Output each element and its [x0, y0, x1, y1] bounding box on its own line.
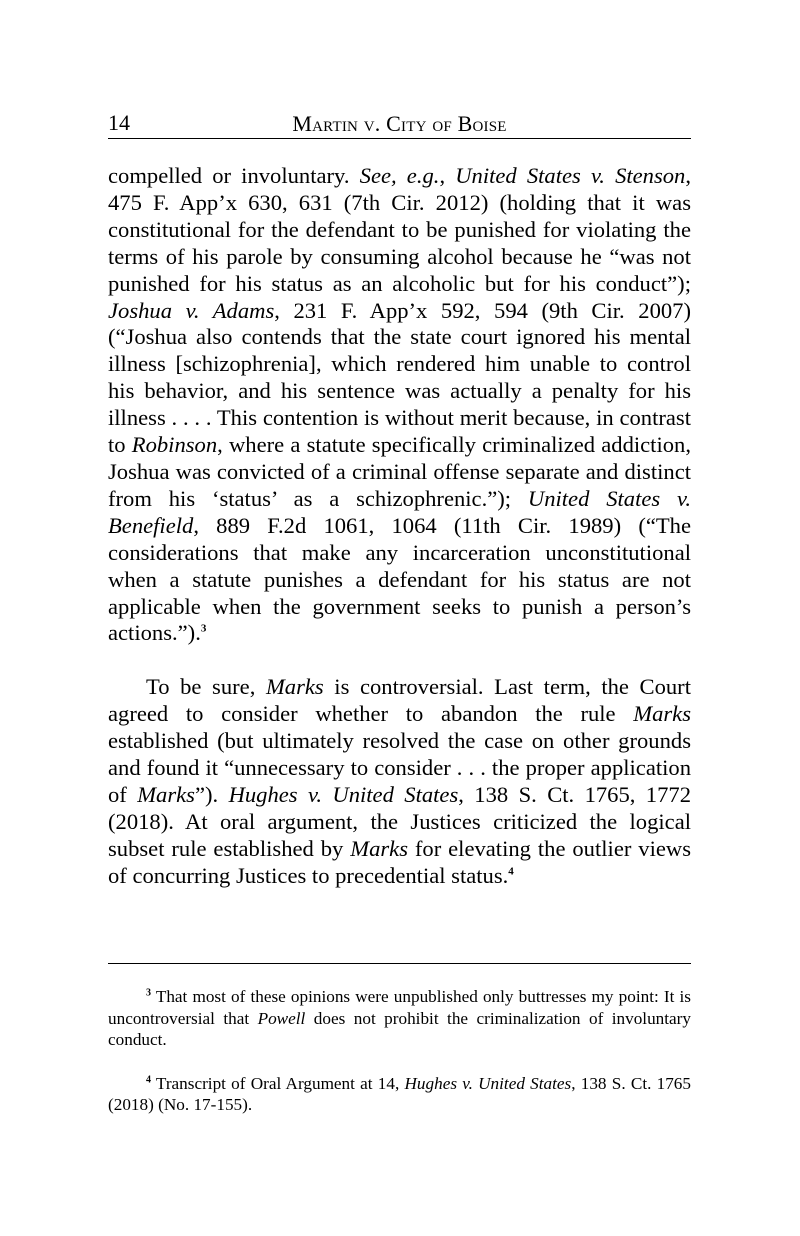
signal-see-eg: See, e.g. [359, 163, 440, 188]
case-name: United States v. Benefield [108, 485, 691, 538]
text-run: compelled or involuntary. [108, 163, 360, 188]
page-number: 14 [108, 110, 130, 135]
text-run: That most of these opinions were unpublished only buttresses my point: It is uncontroversial that [108, 987, 691, 1028]
text-run: , 475 F. App’x 630, 631 (7th Cir. 2012) (holding that it was constitutional for the defendant to be punished for violating the terms of his parole by consuming alcohol because he “was not punished for his status as an alcoholic but for his conduct”); [108, 163, 692, 296]
case-name: Robinson [131, 432, 218, 458]
page-header [108, 108, 691, 139]
text-run: To be sure, [146, 674, 266, 700]
case-name: United States v. Stenson [455, 163, 686, 188]
text-run: , [439, 163, 456, 188]
text-run: does not prohibit the criminalization of involuntary conduct. [108, 1008, 691, 1049]
text-run: , 138 S. Ct. 1765, 1772 (2018). At oral argument, the Justices criticized the logical subset rule established by [108, 781, 691, 861]
footnote-number: 4 [146, 1073, 151, 1085]
text-run: Transcript of Oral Argument at 14, [151, 1073, 405, 1093]
footnote-4 [108, 1073, 691, 1116]
footnote-reference-4[interactable]: 4 [508, 865, 514, 878]
case-name: Powell [257, 1008, 306, 1028]
text-run: for elevating the outlier views of concurring Justices to precedential status. [108, 835, 691, 888]
body-text [108, 163, 691, 890]
case-name: Marks [137, 781, 195, 807]
case-name: Hughes v. United States [404, 1073, 572, 1093]
text-run: , where a statute specifically criminalized addiction, Joshua was convicted of a criminal offense separate and distinct from his ‘status’ as a schizophrenic.”); [108, 432, 691, 511]
paragraph-2 [108, 674, 691, 889]
text-run: , 889 F.2d 1061, 1064 (11th Cir. 1989) (“The considerations that make any incarceration unconstitutional when a statute punishes a defendant for his status are not applicable when the government seeks to punish a person’s actions.”). [108, 512, 691, 646]
paragraph-1 [108, 163, 691, 647]
case-name: Joshua v. Adams [108, 297, 275, 323]
case-name: Marks [350, 835, 408, 861]
opinion-page [108, 108, 692, 1114]
text-run: , 138 S. Ct. 1765 (2018) (No. 17-155). [108, 1073, 691, 1114]
case-name: Marks [633, 701, 691, 727]
text-run: established (but ultimately resolved the case on other grounds and found it “unnecessary to consider . . . the proper application of [108, 728, 691, 807]
case-name: Marks [265, 674, 324, 700]
case-name: Hughes v. United States [228, 781, 459, 807]
footnote-3 [108, 986, 691, 1051]
running-title: Martin v. City of Boise [292, 111, 507, 136]
text-run: is controversial. Last term, the Court agreed to consider whether to abandon the rule [108, 674, 691, 727]
text-run: ”). [194, 781, 229, 807]
text-run: , 231 F. App’x 592, 594 (9th Cir. 2007) (“Joshua also contends that the state court ignored his mental illness [schizophrenia], which rendered him unable to control his behavior, and his sentence was actually a penalty for his illness . . . . This contention is without merit because, in contrast to [108, 297, 691, 458]
footnotes [108, 986, 691, 1116]
footnote-reference-3[interactable]: 3 [200, 622, 207, 635]
footnote-number: 3 [146, 987, 151, 999]
footnote-divider [108, 963, 691, 964]
